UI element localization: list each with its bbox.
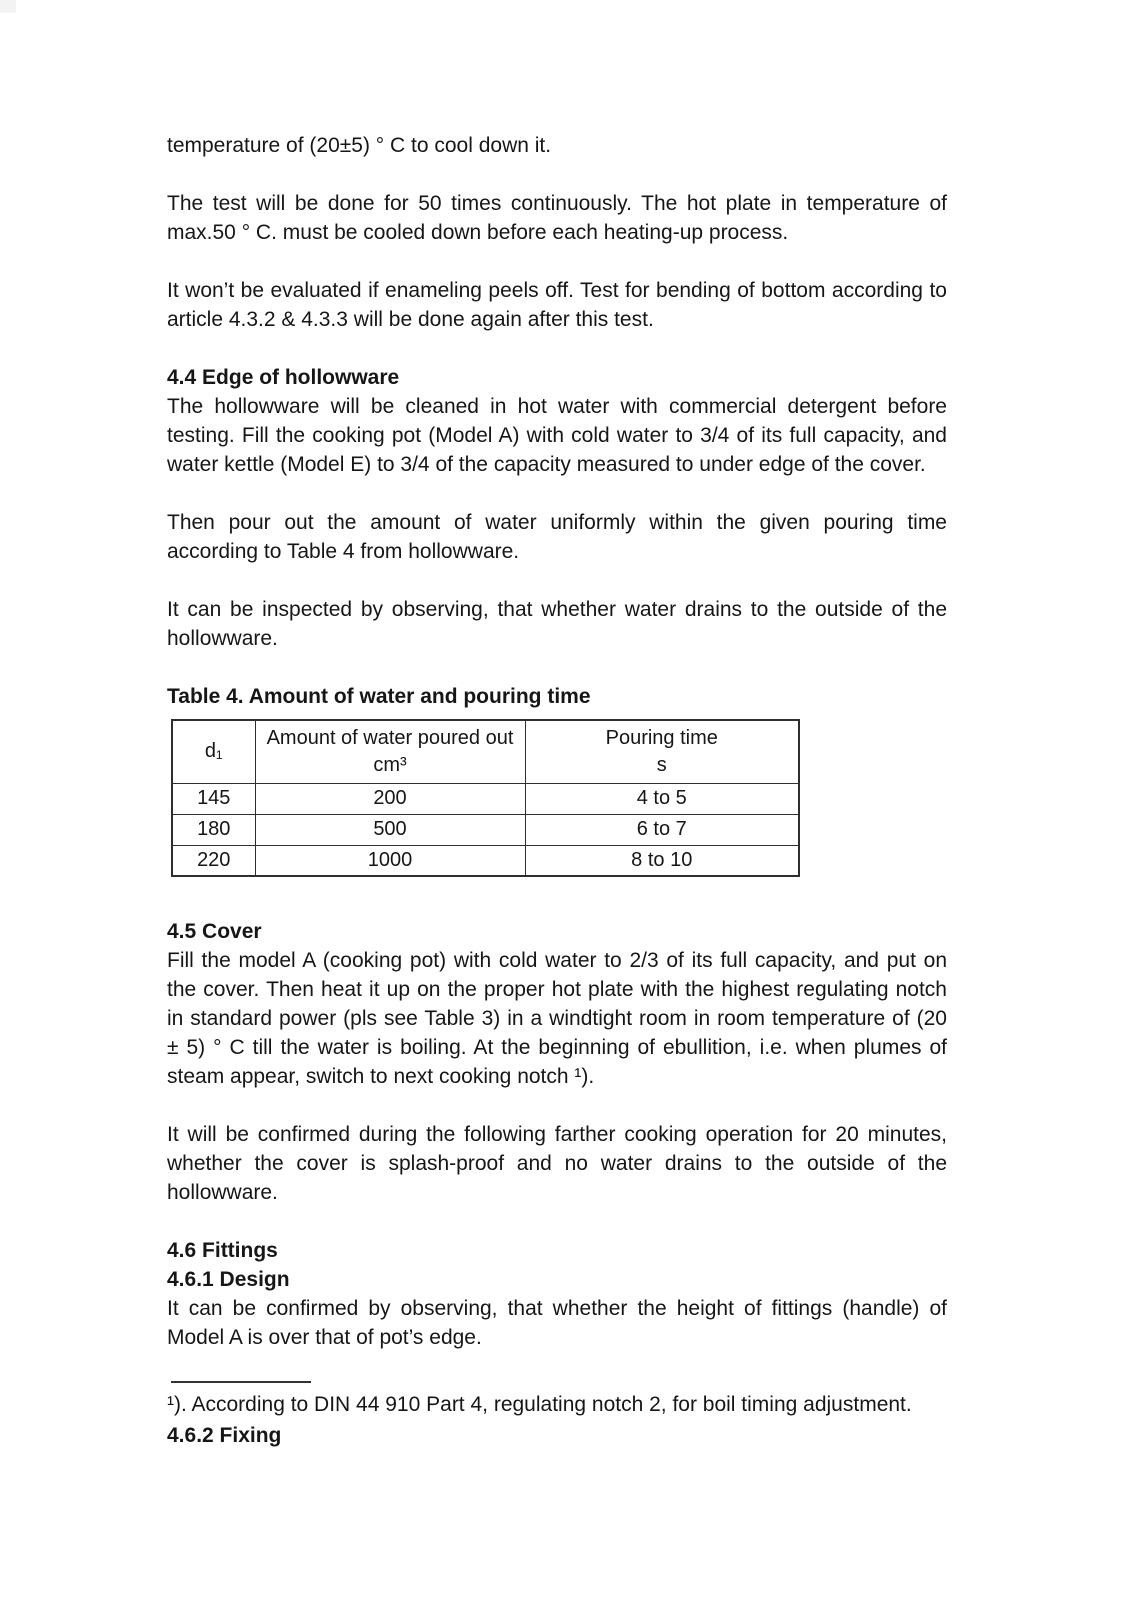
scan-artifact: [0, 0, 16, 13]
table-4-water-pouring: [171, 719, 800, 877]
column-header-pouring-time-label: Pouring time: [605, 726, 718, 749]
paragraph-4-5-confirm: It will be confirmed during the following farther cooking operation for 20 minutes, whether the cover is splash-proof and no water drains to the outside of the hollowware.: [167, 1123, 947, 1204]
paragraph-enameling: It won’t be evaluated if enameling peels off. Test for bending of bottom according to article 4.3.2 & 4.3.3 will be done again after this test.: [167, 279, 947, 331]
section-heading-4-4: 4.4 Edge of hollowware: [167, 366, 400, 389]
column-header-amount-label: Amount of water poured out: [266, 726, 514, 749]
table-cell-amount: 500: [255, 814, 525, 845]
table-cell-d1: 180: [172, 814, 255, 845]
column-header-d1-label: d₁: [204, 740, 223, 763]
table-cell-d1: 145: [172, 783, 255, 814]
table-cell-amount: 1000: [255, 845, 525, 876]
table-row: [172, 845, 799, 876]
table-row: [172, 814, 799, 845]
paragraph-test-50-times: The test will be done for 50 times continuously. The hot plate in temperature of max.50 ° C. must be cooled down before each heating-up process.: [167, 192, 947, 244]
table-cell-d1: 220: [172, 845, 255, 876]
section-heading-4-5: 4.5 Cover: [167, 920, 262, 943]
column-header-amount: [255, 720, 525, 783]
table-cell-time: 6 to 7: [525, 814, 799, 845]
paragraph-4-4-cleaning: The hollowware will be cleaned in hot water with commercial detergent before testing. Fill the cooking pot (Model A) with cold water to 3/4 of its full capacity, and water kettle (Model E) to 3/4 of the capacity measured to under edge of the cover.: [167, 395, 947, 476]
section-heading-4-6-2: 4.6.2 Fixing: [167, 1424, 282, 1447]
paragraph-4-6-1-design: It can be confirmed by observing, that whether the height of fittings (handle) of Model A is over that of pot’s edge.: [167, 1297, 947, 1349]
section-heading-4-6-1: 4.6.1 Design: [167, 1268, 290, 1291]
footnote-text: ¹). According to DIN 44 910 Part 4, regulating notch 2, for boil timing adjustment.: [167, 1393, 912, 1416]
table-cell-time: 8 to 10: [525, 845, 799, 876]
paragraph-cooldown: temperature of (20±5) ° C to cool down it.: [167, 134, 552, 157]
table-4-title: Table 4. Amount of water and pouring time: [167, 685, 591, 708]
table-cell-time: 4 to 5: [525, 783, 799, 814]
paragraph-4-4-pouring: Then pour out the amount of water uniformly within the given pouring time according to Table 4 from hollowware.: [167, 511, 947, 563]
column-header-pouring-time: [525, 720, 799, 783]
paragraph-4-5-fill: Fill the model A (cooking pot) with cold water to 2/3 of its full capacity, and put on the cover. Then heat it up on the proper hot plate with the highest regulating notch in standard power (pls see Table 3) in a windtight room in room temperature of (20 ± 5) ° C till the water is boiling. At the beginning of ebullition, i.e. when plumes of steam appear, switch to next cooking notch ¹).: [167, 949, 947, 1088]
column-header-d1: [172, 720, 255, 783]
table-cell-amount: 200: [255, 783, 525, 814]
column-header-amount-unit: cm³: [373, 753, 407, 776]
table-row: [172, 783, 799, 814]
table-header-row: [172, 720, 799, 783]
footnote-separator: [171, 1381, 311, 1383]
section-heading-4-6: 4.6 Fittings: [167, 1239, 278, 1262]
paragraph-4-4-inspect: It can be inspected by observing, that whether water drains to the outside of the hollowware.: [167, 598, 947, 650]
column-header-pouring-time-unit: s: [656, 753, 667, 776]
